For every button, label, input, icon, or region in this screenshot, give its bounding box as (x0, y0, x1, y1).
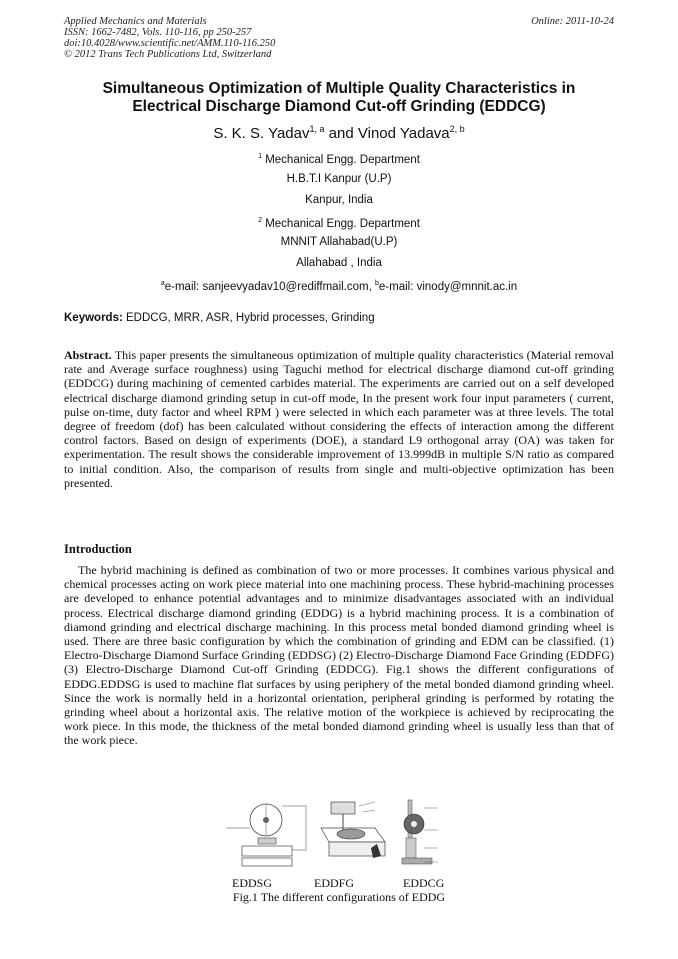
figure-label-eddsg: EDDSG (232, 876, 273, 890)
figure-caption: Fig.1 The different configurations of EDDG (232, 890, 446, 904)
eddsg-schematic (222, 798, 312, 870)
affiliation-2-dept (64, 214, 614, 231)
keywords-text: EDDCG, MRR, ASR, Hybrid processes, Grinding (122, 312, 375, 324)
affiliation-1-line-3: Kanpur, India (305, 194, 373, 206)
email-a: e-mail: sanjeevyadav10@rediffmail.com, (164, 280, 375, 293)
doi-line: doi:10.4028/www.scientific.net/AMM.110-116.250 (64, 38, 276, 49)
email-a-sup: a (160, 280, 165, 287)
affiliation-2-line-2: MNNIT Allahabad(U.P) (280, 236, 398, 248)
email-b-sup: b (375, 280, 379, 287)
introduction-paragraph: The hybrid machining is defined as combination of two or more processes. It combines various physical and chemical processes acting on work piece material into one machining process. These hybrid-machining processes are developed to enhance potential advantages and to minimize disadvantages associated with an individual process. Electrical discharge diamond grinding (EDDG) is a hybrid machining process. It is a combination of diamond grinding and electrical discharge machining. In this process metal bonded diamond grinding wheel is used. There are three basic configuration by which the combination of grinding and EDM can be classified. (1) Electro-Discharge Diamond Surface Grinding (EDDSG) (2) Electro-Discharge Diamond Face Grinding (EDDFG) (3) Electro-Discharge Diamond Cut-off Grinding (EDDCG). Fig.1 shows the different configurations of EDDG.EDDSG is used to machine flat surfaces by using periphery of the metal bonded diamond grinding wheel. Since the work is normally held in a horizontal orientation, peripheral grinding is performed by rotating the grinding wheel about a horizontal axis. The relative motion of the workpiece is achieved by reciprocating the work piece. In this mode, the thickness of the metal bonded diamond grinding wheel is usually less than that of the work piece. (64, 563, 614, 748)
abstract (64, 348, 614, 490)
affiliation-1-dept (64, 150, 614, 167)
email-b: e-mail: vinody@mnnit.ac.in (378, 280, 518, 293)
figure-label-eddfg: EDDFG (314, 876, 355, 890)
title-line-2: Electrical Discharge Diamond Cut-off Grinding (EDDCG) (132, 98, 546, 115)
author-1-sup: 1, a (309, 124, 325, 134)
keywords-label: Keywords: (64, 312, 123, 324)
keywords (64, 312, 614, 324)
eddcg-schematic (398, 798, 468, 870)
author-2: Vinod Yadava (357, 125, 450, 142)
journal-name: Applied Mechanics and Materials (64, 16, 207, 27)
affiliation-2-sup: 2 (258, 217, 262, 224)
abstract-label: Abstract. (64, 348, 112, 362)
abstract-text: This paper presents the simultaneous optimization of multiple quality characteristics (Material removal rate and Average surface roughness) using Taguchi method for electrical discharge diamond cut-off grinding (EDDCG) during machining of cemented carbides material. The experiments are carried out on a self developed electrical discharge diamond grinding setup in cut-off mode, In the present work four input parameters ( current, pulse on-time, duty factor and wheel RPM ) were selected in which each parameter was at three levels. The total degree of freedom (dof) has been calculated without considering the effects of interaction among the different control factors. Based on design of experiments (DOE), a standard L9 orthogonal array (OA) was taken for experimentation. The result shows the considerable improvement of 13.999dB in multiple S/N ratio as compared to initial condition. Also, the comparison of results from single and multi-objective optimization has been presented. (64, 348, 614, 490)
title-line-1: Simultaneous Optimization of Multiple Quality Characteristics in (102, 80, 576, 97)
online-date: Online: 2011-10-24 (531, 16, 614, 27)
author-conjunction: and (324, 125, 358, 142)
author-line (64, 124, 614, 142)
journal-header (64, 16, 275, 60)
eddfg-schematic (315, 798, 395, 870)
issn-line: ISSN: 1662-7482, Vols. 110-116, pp 250-257 (64, 27, 252, 38)
affiliation-2-line-3: Allahabad , India (296, 257, 382, 269)
affiliation-2-line-1: Mechanical Engg. Department (262, 217, 420, 230)
author-2-sup: 2, b (449, 124, 465, 134)
author-1: S. K. S. Yadav (213, 125, 310, 142)
affiliation-1-line-2: H.B.T.I Kanpur (U.P) (286, 173, 392, 185)
affiliation-1-sup: 1 (258, 153, 262, 160)
copyright-line: © 2012 Trans Tech Publications Ltd, Switzerland (64, 49, 272, 60)
introduction-heading: Introduction (64, 542, 132, 556)
email-line (64, 277, 614, 294)
figure-label-eddcg: EDDCG (403, 876, 445, 890)
paper-title (64, 80, 614, 116)
affiliation-1-line-1: Mechanical Engg. Department (262, 153, 420, 166)
